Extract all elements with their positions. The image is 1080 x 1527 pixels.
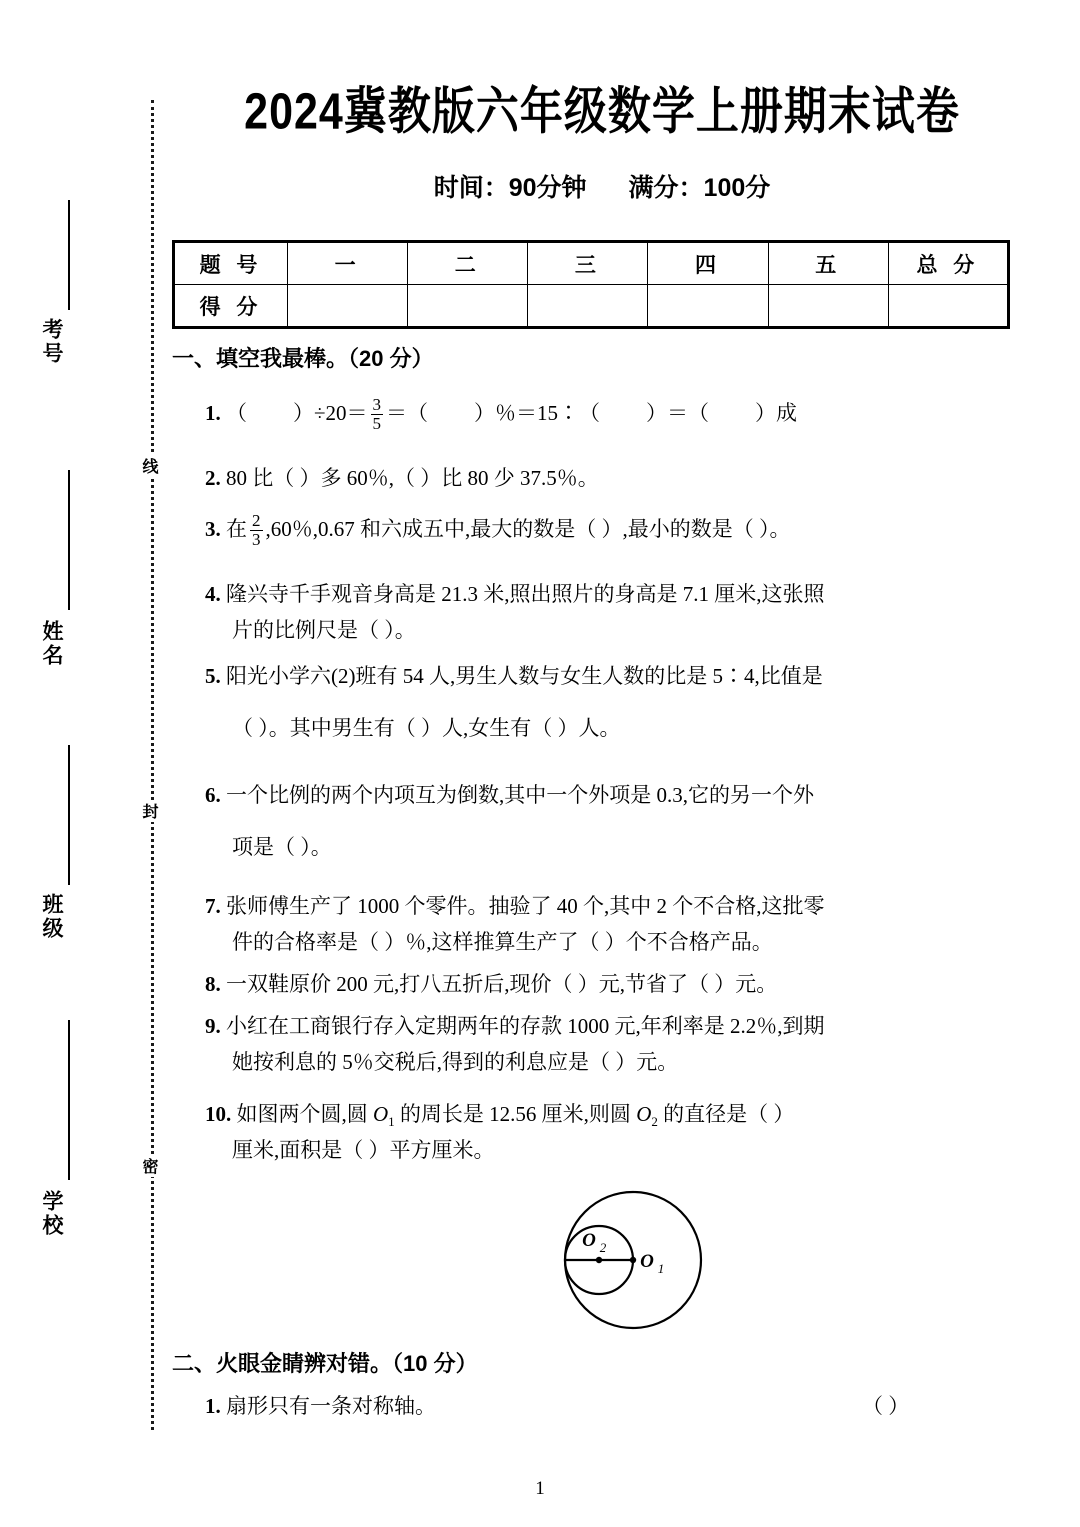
center-point-o1 xyxy=(630,1257,636,1263)
section2-question-1-answer-blank[interactable]: （ ） xyxy=(862,1394,910,1418)
question-5-number: 5. xyxy=(205,664,221,688)
label-o2: O xyxy=(582,1230,596,1251)
class-label: 班级 xyxy=(40,893,63,941)
question-1-part-d: ）％＝15∶（ xyxy=(474,401,601,425)
page-number: 1 xyxy=(535,1478,545,1499)
question-10-number: 10. xyxy=(205,1102,232,1126)
question-7-line-1 xyxy=(205,890,825,920)
seal-dotted-line xyxy=(151,100,154,1430)
question-1-part-c: ＝（ xyxy=(386,401,429,425)
left-margin-seal-area xyxy=(0,0,172,1527)
score-table-col-3: 三 xyxy=(528,242,648,285)
circle-o1-subscript: 1 xyxy=(388,1114,395,1130)
student-name-label: 姓名 xyxy=(40,620,63,668)
question-8-number: 8. xyxy=(205,972,221,996)
question-1 xyxy=(205,397,797,433)
question-5-line-1 xyxy=(205,660,823,690)
question-2-number: 2. xyxy=(205,466,221,490)
score-table-col-2: 二 xyxy=(408,242,528,285)
score-cell-5[interactable] xyxy=(768,285,888,328)
school-write-line xyxy=(68,1020,70,1180)
label-o1-subscript: 1 xyxy=(657,1261,665,1276)
score-cell-2[interactable] xyxy=(408,285,528,328)
table-row-scores xyxy=(174,285,1009,328)
exam-duration: 时间：90分钟 xyxy=(433,174,587,202)
table-row-header xyxy=(174,242,1009,285)
question-9-line-1 xyxy=(205,1010,825,1040)
question-1-part-b: ）÷20＝ xyxy=(293,401,368,425)
question-10-line-1 xyxy=(205,1098,794,1130)
question-3-number: 3. xyxy=(205,517,221,541)
question-3 xyxy=(205,513,791,549)
question-6-text-line-2: 项是（ ）。 xyxy=(232,835,332,859)
section2-question-1-text: 扇形只有一条对称轴。 xyxy=(226,1394,436,1418)
exam-meta-line xyxy=(172,168,1032,204)
question-6-number: 6. xyxy=(205,783,221,807)
question-5-text-line-2: （ ）。其中男生有（ ）人,女生有（ ）人。 xyxy=(232,716,621,740)
section2-question-1 xyxy=(205,1390,436,1420)
question-4-line-1 xyxy=(205,578,825,608)
circle-o2-symbol: O xyxy=(636,1102,652,1126)
question-5-line-2 xyxy=(232,712,621,742)
fraction-denominator: 5 xyxy=(372,413,382,433)
score-table xyxy=(172,240,1010,329)
score-table-col-1: 一 xyxy=(288,242,408,285)
question-10-text-part-b: 的周长是 12.56 厘米,则圆 xyxy=(394,1102,637,1126)
question-1-part-e: ）＝（ xyxy=(646,401,710,425)
question-9-line-2 xyxy=(232,1046,678,1076)
seal-char-xian: 线 xyxy=(142,455,160,477)
score-table-col-5: 五 xyxy=(768,242,888,285)
school-label: 学校 xyxy=(40,1190,63,1238)
question-10-text-line-2: 厘米,面积是（ ）平方厘米。 xyxy=(232,1138,495,1162)
question-2-text: 80 比（ ）多 60％,（ ）比 80 少 37.5％。 xyxy=(226,466,599,490)
fraction-denominator: 3 xyxy=(252,529,261,549)
question-6-line-1 xyxy=(205,779,814,809)
question-7-line-2 xyxy=(232,926,773,956)
fraction-two-thirds xyxy=(250,512,263,548)
question-1-part-a: （ xyxy=(226,401,247,425)
fraction-three-fifths xyxy=(371,396,384,432)
question-4-text-line-1: 隆兴寺千手观音身高是 21.3 米,照出照片的身高是 7.1 厘米,这张照 xyxy=(226,582,825,606)
question-3-prefix: 在 xyxy=(226,517,247,541)
section-heading-true-false: 二、火眼金睛辨对错。（10 分） xyxy=(172,1351,478,1376)
question-4-text-line-2: 片的比例尺是（ ）。 xyxy=(232,618,416,642)
fraction-numerator: 2 xyxy=(252,511,261,531)
question-4-line-2 xyxy=(232,614,416,644)
score-cell-1[interactable] xyxy=(288,285,408,328)
question-7-text-line-1: 张师傅生产了 1000 个零件。抽验了 40 个,其中 2 个不合格,这批零 xyxy=(226,894,825,918)
circle-o2-subscript: 2 xyxy=(651,1114,658,1130)
score-cell-3[interactable] xyxy=(528,285,648,328)
question-8 xyxy=(205,968,777,998)
exam-number-label: 考号 xyxy=(40,318,63,366)
question-2 xyxy=(205,462,599,492)
seal-char-feng: 封 xyxy=(142,800,160,822)
label-o2-subscript: 2 xyxy=(599,1240,607,1255)
exam-number-write-line xyxy=(68,200,70,310)
question-8-text: 一双鞋原价 200 元,打八五折后,现价（ ）元,节省了（ ）元。 xyxy=(226,972,778,996)
exam-total-score: 满分：100分 xyxy=(628,174,771,202)
exam-paper-content xyxy=(172,0,1032,1527)
question-1-number: 1. xyxy=(205,401,221,425)
score-cell-total[interactable] xyxy=(888,285,1008,328)
class-write-line xyxy=(68,745,70,885)
question-7-number: 7. xyxy=(205,894,221,918)
question-10-text-part-c: 的直径是（ ） xyxy=(657,1102,795,1126)
question-7-text-line-2: 件的合格率是（ ）％,这样推算生产了（ ）个不合格产品。 xyxy=(232,930,773,954)
question-10-line-2 xyxy=(232,1134,495,1164)
student-name-write-line xyxy=(68,470,70,610)
score-table-row-label-score: 得 分 xyxy=(174,285,288,328)
circle-o1-symbol: O xyxy=(373,1102,389,1126)
question-4-number: 4. xyxy=(205,582,221,606)
seal-char-mi: 密 xyxy=(142,1155,160,1177)
two-circles-diagram xyxy=(542,1172,722,1347)
section2-question-1-number: 1. xyxy=(205,1394,221,1418)
question-10-text-part-a: 如图两个圆,圆 xyxy=(236,1102,373,1126)
score-table-col-4: 四 xyxy=(648,242,768,285)
page-title: 2024冀教版六年级数学上册期末试卷 xyxy=(244,83,960,141)
question-9-text-line-1: 小红在工商银行存入定期两年的存款 1000 元,年利率是 2.2％,到期 xyxy=(226,1014,825,1038)
question-6-line-2 xyxy=(232,831,332,861)
score-table-row-label-question: 题 号 xyxy=(174,242,288,285)
label-o1: O xyxy=(640,1251,654,1272)
question-9-text-line-2: 她按利息的 5％交税后,得到的利息应是（ ）元。 xyxy=(232,1050,679,1074)
question-3-suffix: ,60％,0.67 和六成五中,最大的数是（ ）,最小的数是（ ）。 xyxy=(265,517,791,541)
center-point-o2 xyxy=(596,1257,602,1263)
score-table-col-total: 总 分 xyxy=(888,242,1008,285)
question-1-part-f: ）成 xyxy=(755,401,798,425)
score-cell-4[interactable] xyxy=(648,285,768,328)
question-6-text-line-1: 一个比例的两个内项互为倒数,其中一个外项是 0.3,它的另一个外 xyxy=(226,783,814,807)
question-5-text-line-1: 阳光小学六(2)班有 54 人,男生人数与女生人数的比是 5∶4,比值是 xyxy=(226,664,823,688)
section-heading-fill-blanks: 一、填空我最棒。（20 分） xyxy=(172,346,434,371)
fraction-numerator: 3 xyxy=(372,395,382,415)
question-9-number: 9. xyxy=(205,1014,221,1038)
